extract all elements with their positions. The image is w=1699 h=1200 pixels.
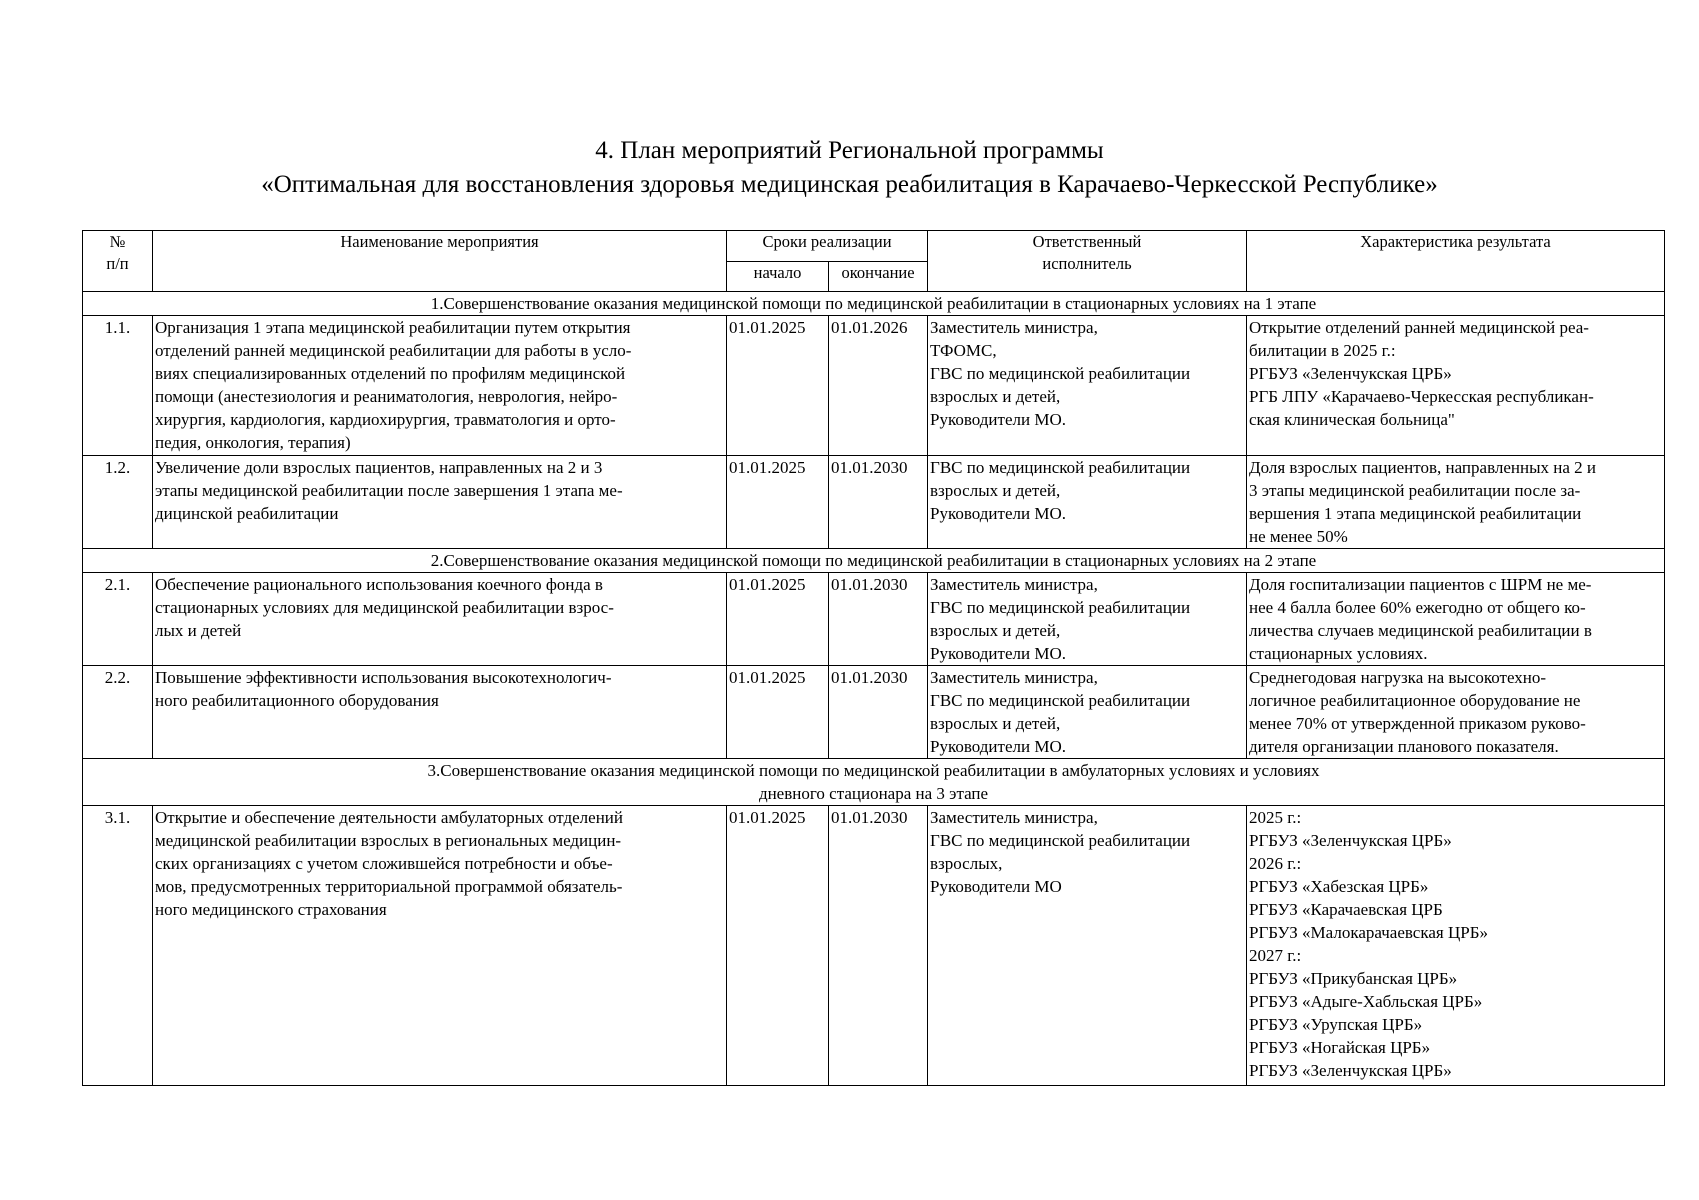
row-responsible-cell bbox=[928, 316, 1247, 456]
row-responsible-line: Заместитель министра, bbox=[930, 575, 1098, 594]
row-name-cell bbox=[153, 666, 727, 759]
section-title-line: дневного стационара на 3 этапе bbox=[758, 784, 989, 803]
row-result-line: РГБУЗ «Карачаевская ЦРБ bbox=[1249, 900, 1443, 919]
row-name-line: отделений ранней медицинской реабилитации для работы в усло- bbox=[155, 341, 632, 360]
table-row bbox=[83, 316, 1665, 456]
row-number-cell: 1.2. bbox=[83, 456, 153, 549]
row-responsible-line: ТФОМС, bbox=[930, 341, 997, 360]
row-result-line: Доля взрослых пациентов, направленных на 2 и bbox=[1249, 458, 1597, 477]
row-name-line: ного реабилитационного оборудования bbox=[155, 691, 439, 710]
row-responsible-line: Заместитель министра, bbox=[930, 318, 1098, 337]
row-responsible-cell bbox=[928, 806, 1247, 1086]
row-result-line: РГБУЗ «Урупская ЦРБ» bbox=[1249, 1015, 1423, 1034]
row-end-date-cell: 01.01.2030 bbox=[829, 666, 928, 759]
row-result-line: Среднегодовая нагрузка на высокотехно- bbox=[1249, 668, 1547, 687]
row-result-line: билитации в 2025 г.: bbox=[1249, 341, 1396, 360]
row-end-date-cell: 01.01.2030 bbox=[829, 806, 928, 1086]
row-name-line: педия, онкология, терапия) bbox=[155, 433, 351, 452]
row-result-line: РГБУЗ «Адыге-Хабльская ЦРБ» bbox=[1249, 992, 1483, 1011]
row-start-date-cell: 01.01.2025 bbox=[727, 316, 829, 456]
row-name-line: Открытие и обеспечение деятельности амбулаторных отделений bbox=[155, 808, 623, 827]
section-title bbox=[83, 292, 1665, 316]
row-result-line: РГБУЗ «Малокарачаевская ЦРБ» bbox=[1249, 923, 1488, 942]
row-responsible-line: Заместитель министра, bbox=[930, 808, 1098, 827]
header-responsible-line-2: исполнитель bbox=[1042, 254, 1132, 273]
row-responsible-line: ГВС по медицинской реабилитации bbox=[930, 364, 1191, 383]
row-number-cell: 3.1. bbox=[83, 806, 153, 1086]
row-result-cell bbox=[1247, 573, 1665, 666]
row-responsible-line: взрослых и детей, bbox=[930, 387, 1061, 406]
row-responsible-line: ГВС по медицинской реабилитации bbox=[930, 598, 1191, 617]
row-responsible-line: взрослых и детей, bbox=[930, 714, 1061, 733]
row-end-date-cell: 01.01.2030 bbox=[829, 456, 928, 549]
row-name-line: Увеличение доли взрослых пациентов, направленных на 2 и 3 bbox=[155, 458, 603, 477]
row-result-line: РГБУЗ «Прикубанская ЦРБ» bbox=[1249, 969, 1458, 988]
section-title bbox=[83, 759, 1665, 806]
row-result-line: дителя организации планового показателя. bbox=[1249, 737, 1559, 756]
row-responsible-cell bbox=[928, 456, 1247, 549]
row-result-line: менее 70% от утвержденной приказом руково- bbox=[1249, 714, 1586, 733]
row-number-cell: 1.1. bbox=[83, 316, 153, 456]
section-title-line: 2.Совершенствование оказания медицинской помощи по медицинской реабилитации в стационарных условиях на 2 этапе bbox=[430, 551, 1317, 570]
row-responsible-line: Руководители МО. bbox=[930, 737, 1066, 756]
header-end-cell: окончание bbox=[829, 262, 928, 292]
row-result-line: РГБУЗ «Зеленчукская ЦРБ» bbox=[1249, 831, 1452, 850]
row-start-date-cell: 01.01.2025 bbox=[727, 573, 829, 666]
table-row bbox=[83, 666, 1665, 759]
row-name-cell bbox=[153, 316, 727, 456]
row-result-line: РГБУЗ «Зеленчукская ЦРБ» bbox=[1249, 1061, 1452, 1080]
header-number-line-2: п/п bbox=[106, 254, 129, 273]
row-result-line: РГБУЗ «Хабезская ЦРБ» bbox=[1249, 877, 1429, 896]
document-title-line-1: 4. План мероприятий Региональной программы bbox=[595, 137, 1104, 164]
row-end-date-cell: 01.01.2026 bbox=[829, 316, 928, 456]
row-responsible-line: ГВС по медицинской реабилитации bbox=[930, 458, 1191, 477]
row-start-date-cell: 01.01.2025 bbox=[727, 806, 829, 1086]
row-responsible-line: ГВС по медицинской реабилитации bbox=[930, 691, 1191, 710]
row-name-line: дицинской реабилитации bbox=[155, 504, 339, 523]
row-result-line: 3 этапы медицинской реабилитации после за- bbox=[1249, 481, 1581, 500]
row-name-line: виях специализированных отделений по профилям медицинской bbox=[155, 364, 626, 383]
row-result-cell bbox=[1247, 806, 1665, 1086]
row-result-line: 2027 г.: bbox=[1249, 946, 1302, 965]
row-result-line: РГБ ЛПУ «Карачаево-Черкесская республикан- bbox=[1249, 387, 1594, 406]
row-result-line: РГБУЗ «Зеленчукская ЦРБ» bbox=[1249, 364, 1452, 383]
row-result-line: ская клиническая больница" bbox=[1249, 410, 1455, 429]
row-responsible-line: взрослых и детей, bbox=[930, 481, 1061, 500]
row-name-line: ских организациях с учетом сложившейся потребности и объе- bbox=[155, 854, 613, 873]
row-name-line: медицинской реабилитации взрослых в региональных медицин- bbox=[155, 831, 622, 850]
row-responsible-line: Руководители МО. bbox=[930, 504, 1066, 523]
row-responsible-line: Заместитель министра, bbox=[930, 668, 1098, 687]
header-result-cell: Характеристика результата bbox=[1247, 231, 1665, 292]
row-result-cell bbox=[1247, 456, 1665, 549]
row-name-line: помощи (анестезиология и реаниматология, неврология, нейро- bbox=[155, 387, 618, 406]
section-title-line: 3.Совершенствование оказания медицинской помощи по медицинской реабилитации в амбулаторных условиях и условиях bbox=[427, 761, 1320, 780]
row-responsible-line: взрослых и детей, bbox=[930, 621, 1061, 640]
header-responsible-cell bbox=[928, 231, 1247, 292]
plan-table bbox=[82, 230, 1665, 1086]
row-responsible-line: Руководители МО. bbox=[930, 410, 1066, 429]
row-result-line: РГБУЗ «Ногайская ЦРБ» bbox=[1249, 1038, 1431, 1057]
row-name-line: этапы медицинской реабилитации после завершения 1 этапа ме- bbox=[155, 481, 623, 500]
document-title-line-2: «Оптимальная для восстановления здоровья медицинская реабилитация в Карачаево-Черкесской Республике» bbox=[261, 171, 1438, 198]
row-result-line: стационарных условиях. bbox=[1249, 644, 1428, 663]
row-name-line: Организация 1 этапа медицинской реабилитации путем открытия bbox=[155, 318, 631, 337]
row-name-line: Обеспечение рационального использования коечного фонда в bbox=[155, 575, 603, 594]
row-result-line: не менее 50% bbox=[1249, 527, 1348, 546]
row-result-line: логичное реабилитационное оборудование не bbox=[1249, 691, 1581, 710]
row-start-date-cell: 01.01.2025 bbox=[727, 666, 829, 759]
section-title bbox=[83, 549, 1665, 573]
header-number-cell bbox=[83, 231, 153, 292]
row-responsible-line: ГВС по медицинской реабилитации bbox=[930, 831, 1191, 850]
row-end-date-cell: 01.01.2030 bbox=[829, 573, 928, 666]
row-result-line: 2026 г.: bbox=[1249, 854, 1302, 873]
table-row bbox=[83, 456, 1665, 549]
row-name-line: ного медицинского страхования bbox=[155, 900, 387, 919]
row-result-line: Открытие отделений ранней медицинской реа- bbox=[1249, 318, 1589, 337]
row-result-cell bbox=[1247, 666, 1665, 759]
table-row bbox=[83, 573, 1665, 666]
row-name-line: Повышение эффективности использования высокотехнологич- bbox=[155, 668, 612, 687]
row-result-cell bbox=[1247, 316, 1665, 456]
row-result-line: 2025 г.: bbox=[1249, 808, 1302, 827]
section-title-line: 1.Совершенствование оказания медицинской помощи по медицинской реабилитации в стационарных условиях на 1 этапе bbox=[430, 294, 1317, 313]
row-responsible-cell bbox=[928, 573, 1247, 666]
row-start-date-cell: 01.01.2025 bbox=[727, 456, 829, 549]
row-number-cell: 2.1. bbox=[83, 573, 153, 666]
header-number-line-1: № bbox=[109, 232, 126, 251]
header-responsible-line-1: Ответственный bbox=[1032, 232, 1142, 251]
row-name-cell bbox=[153, 573, 727, 666]
header-terms-cell: Сроки реализации bbox=[727, 231, 928, 262]
row-responsible-cell bbox=[928, 666, 1247, 759]
header-name-cell: Наименование мероприятия bbox=[153, 231, 727, 292]
row-result-line: Доля госпитализации пациентов с ШРМ не ме- bbox=[1249, 575, 1592, 594]
row-responsible-line: взрослых, bbox=[930, 854, 1003, 873]
row-number-cell: 2.2. bbox=[83, 666, 153, 759]
row-name-line: мов, предусмотренных территориальной программой обязатель- bbox=[155, 877, 623, 896]
row-name-line: хирургия, кардиология, кардиохирургия, травматология и орто- bbox=[155, 410, 616, 429]
table-row bbox=[83, 806, 1665, 1086]
row-result-line: вершения 1 этапа медицинской реабилитации bbox=[1249, 504, 1582, 523]
row-result-line: личества случаев медицинской реабилитации в bbox=[1249, 621, 1592, 640]
row-name-line: лых и детей bbox=[155, 621, 242, 640]
row-name-cell bbox=[153, 456, 727, 549]
header-start-cell: начало bbox=[727, 262, 829, 292]
row-responsible-line: Руководители МО. bbox=[930, 644, 1066, 663]
row-result-line: нее 4 балла более 60% ежегодно от общего ко- bbox=[1249, 598, 1586, 617]
row-name-line: стационарных условиях для медицинской реабилитации взрос- bbox=[155, 598, 614, 617]
row-responsible-line: Руководители МО bbox=[930, 877, 1062, 896]
row-name-cell bbox=[153, 806, 727, 1086]
